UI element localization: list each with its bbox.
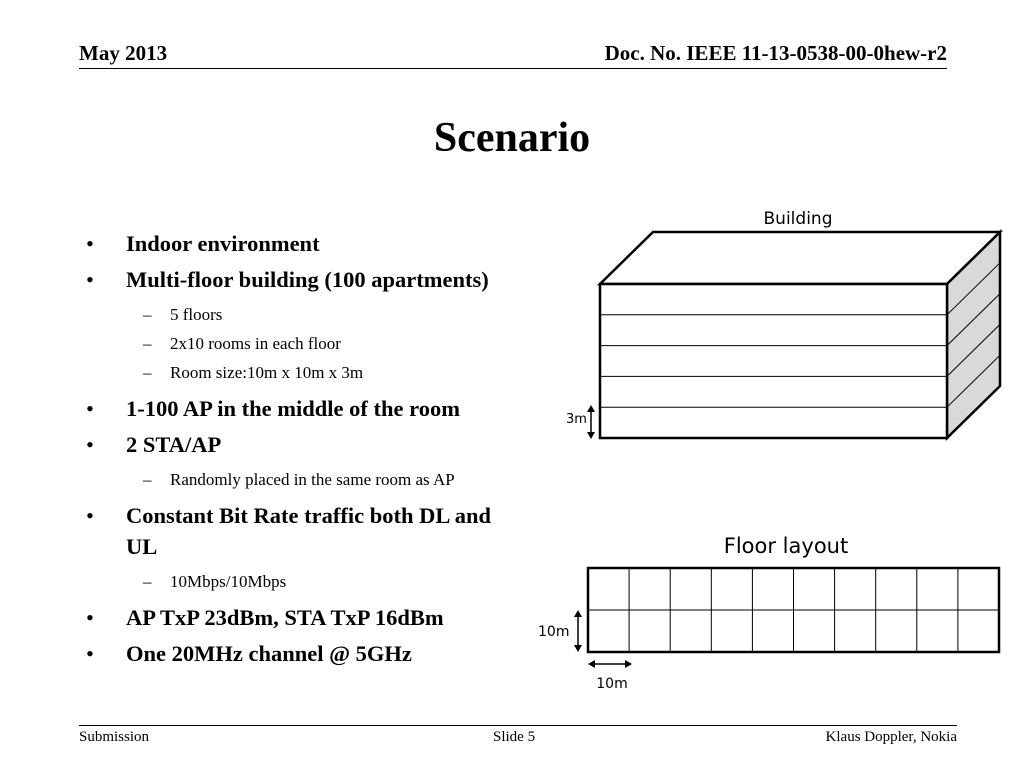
floor-layout-label: Floor layout	[723, 534, 849, 558]
floor-height-arrow	[587, 405, 595, 439]
bullet-marker: •	[86, 503, 94, 528]
room-width-label: 10m	[596, 676, 628, 692]
footer-author: Klaus Doppler, Nokia	[825, 729, 957, 745]
sub-bullet-marker: –	[143, 334, 152, 353]
room-width-arrow	[588, 660, 632, 668]
building-top-face	[600, 232, 1000, 284]
bullet-marker: •	[86, 231, 94, 256]
header-date: May 2013	[79, 41, 168, 65]
floor-height-label: 3m	[566, 412, 587, 427]
bullet-text: 1-100 AP in the middle of the room	[126, 396, 460, 421]
bullet-text: 2 STA/AP	[126, 432, 222, 457]
bullet-text: Indoor environment	[126, 231, 320, 256]
sub-bullet-marker: –	[143, 470, 152, 489]
bullet-marker: •	[86, 605, 94, 630]
bullet-text: Multi-floor building (100 apartments)	[126, 267, 489, 292]
sub-bullet-text: Randomly placed in the same room as AP	[170, 470, 455, 489]
sub-bullet-text: 5 floors	[170, 305, 223, 324]
sub-bullet-text: Room size:10m x 10m x 3m	[170, 363, 364, 382]
bullet-text: One 20MHz channel @ 5GHz	[126, 641, 412, 666]
room-height-arrow	[574, 610, 582, 652]
footer-slide-number: Slide 5	[493, 729, 536, 745]
building-front-face	[600, 284, 947, 438]
header-doc-number: Doc. No. IEEE 11-13-0538-00-0hew-r2	[604, 41, 947, 65]
slide-title: Scenario	[433, 115, 591, 161]
bullet-marker: •	[86, 267, 94, 292]
bullet-marker: •	[86, 396, 94, 421]
building-label: Building	[763, 209, 833, 229]
bullet-text: Constant Bit Rate traffic both DL and UL	[126, 503, 492, 559]
sub-bullet-text: 10Mbps/10Mbps	[170, 572, 287, 591]
footer-divider	[79, 725, 957, 726]
footer-submission: Submission	[79, 729, 150, 745]
sub-bullet-text: 2x10 rooms in each floor	[170, 334, 341, 353]
bullet-marker: •	[86, 641, 94, 666]
room-height-label: 10m	[538, 624, 570, 640]
bullet-marker: •	[86, 432, 94, 457]
sub-bullet-marker: –	[143, 305, 152, 324]
sub-bullet-marker: –	[143, 363, 152, 382]
sub-bullet-marker: –	[143, 572, 152, 591]
bullet-text: AP TxP 23dBm, STA TxP 16dBm	[126, 605, 444, 630]
